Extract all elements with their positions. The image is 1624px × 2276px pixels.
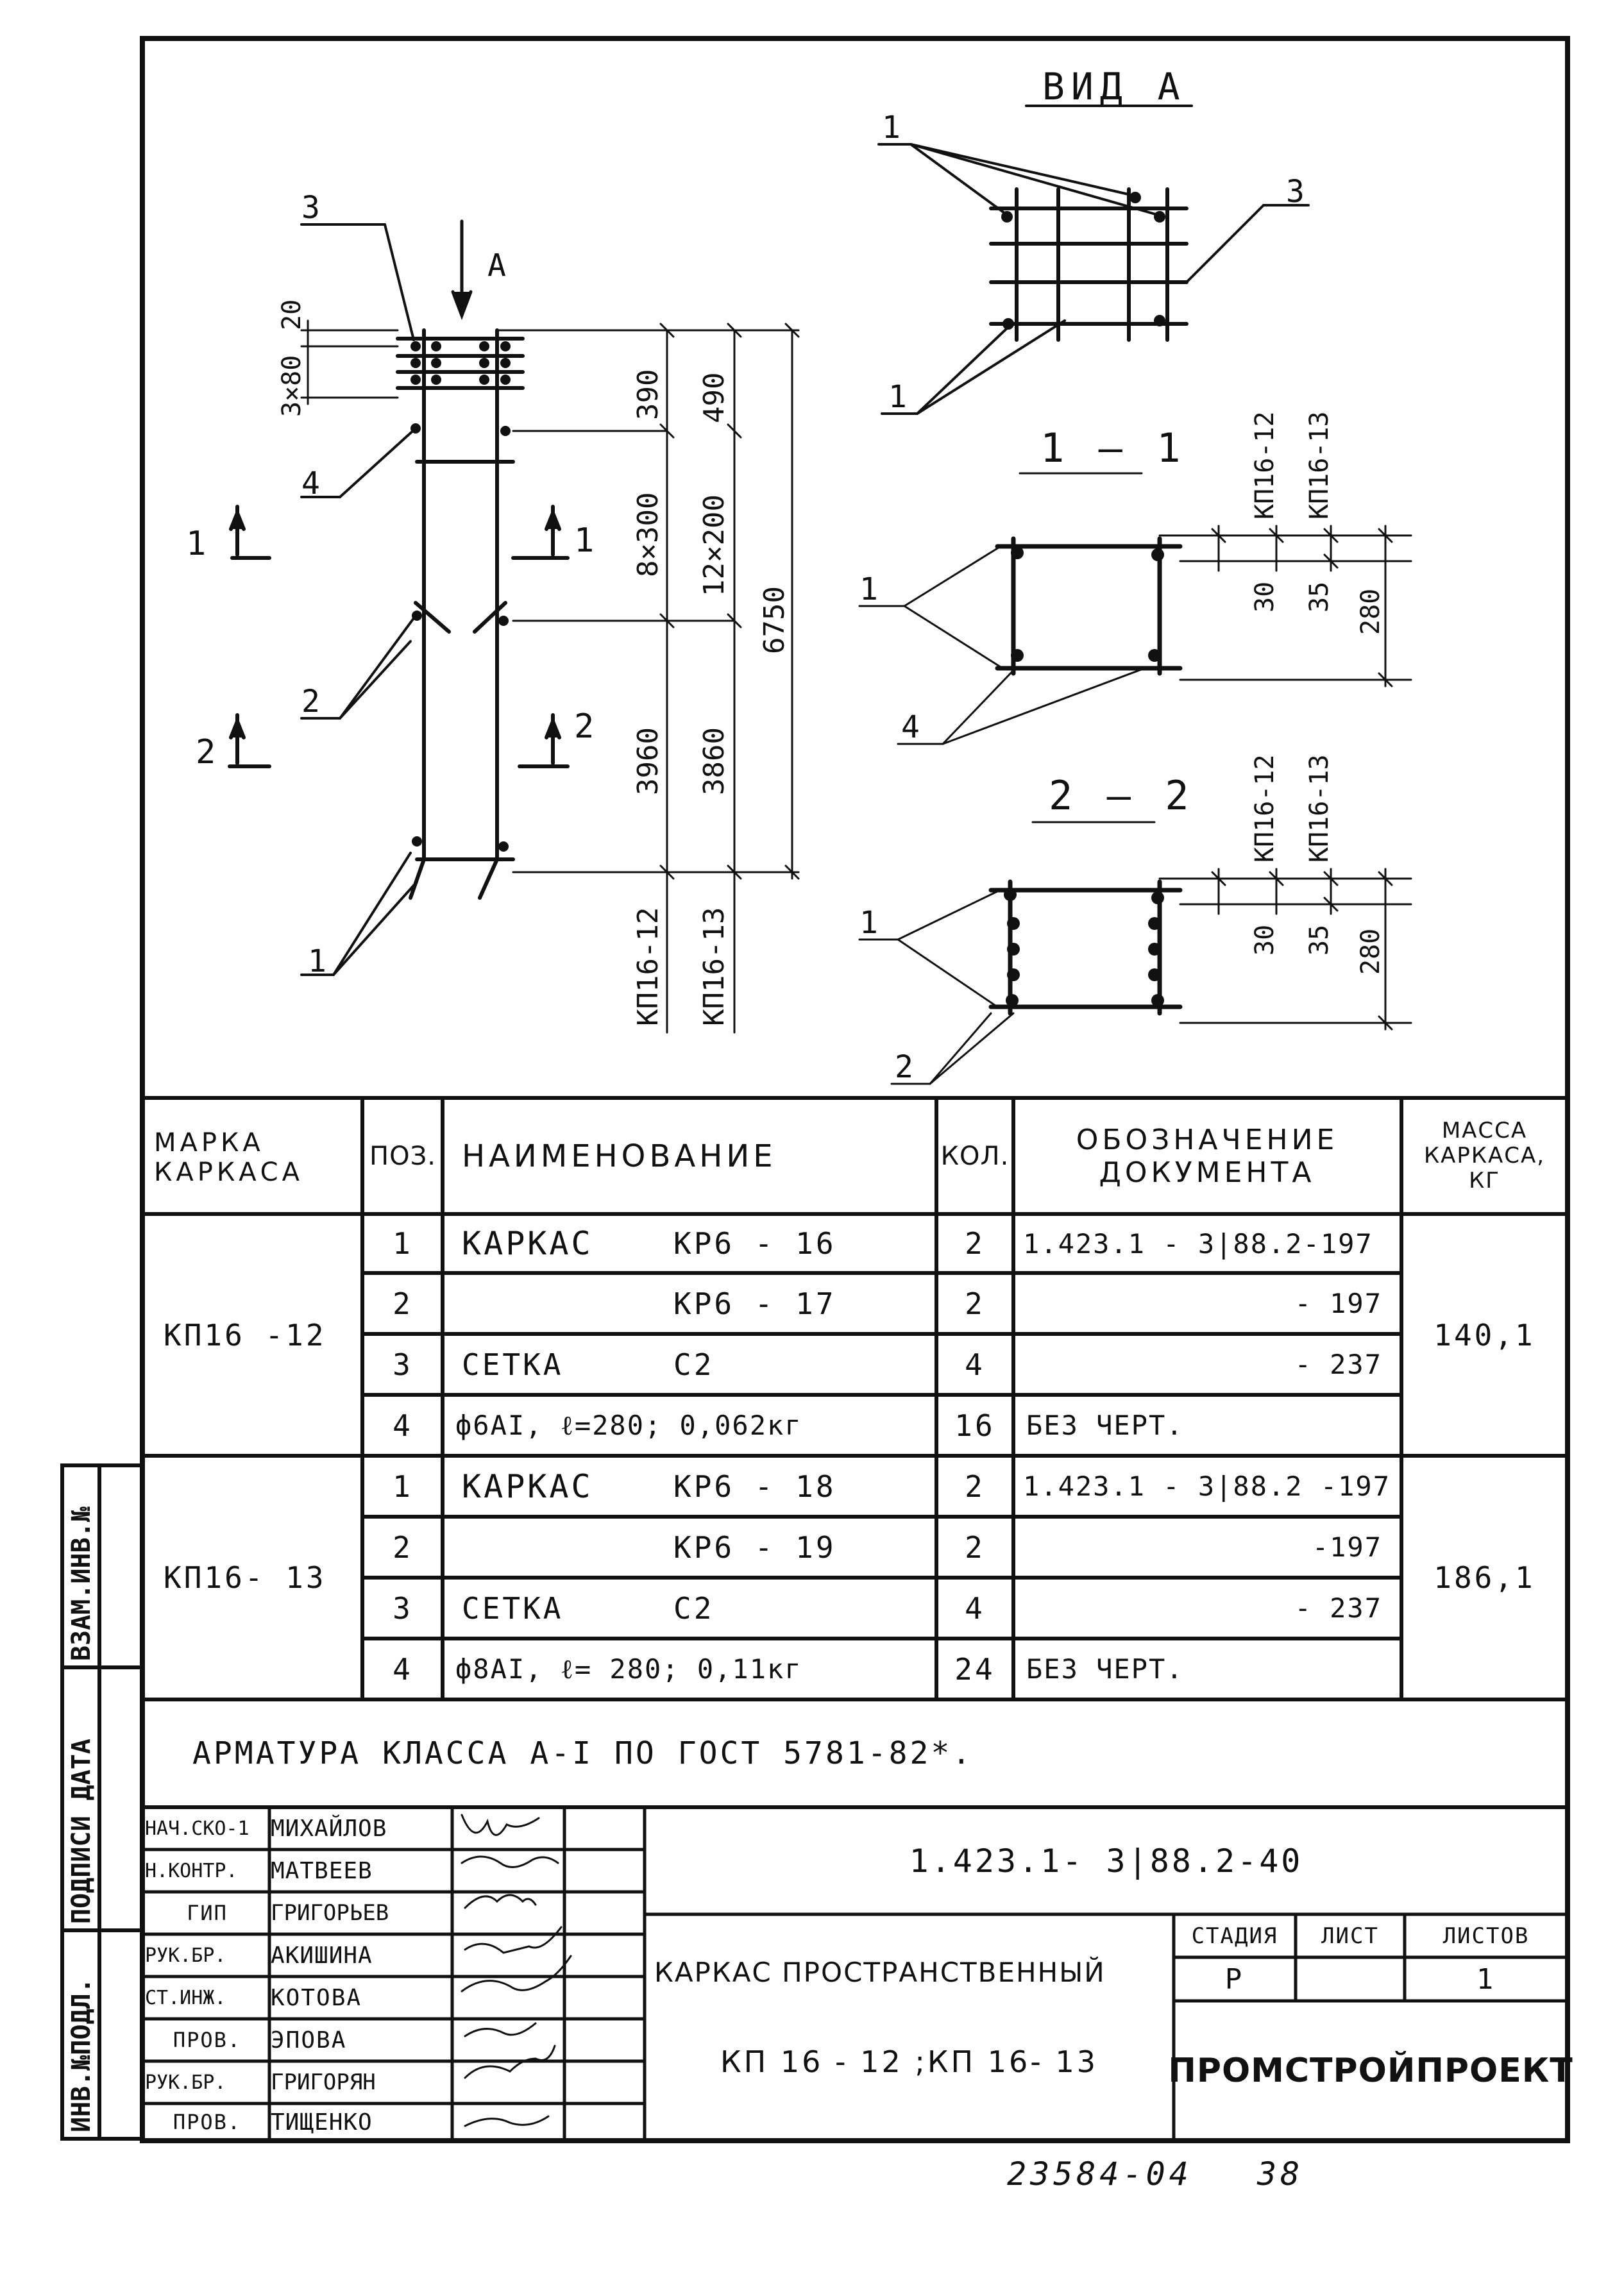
callout-4-section-1: 4: [901, 709, 920, 745]
header-massa-line2: КАРКАСА,: [1423, 1142, 1546, 1168]
name-1: МАТВЕЕВ: [271, 1857, 373, 1884]
group-1-massa: 140,1: [1434, 1317, 1535, 1353]
dim-30-s1: 30: [1250, 581, 1280, 612]
dim-12x200: 12×200: [698, 494, 731, 596]
g1-r3-oboz: - 237: [1294, 1349, 1382, 1380]
g2-r4-oboz: БЕЗ ЧЕРТ.: [1026, 1653, 1184, 1685]
sheet-value: [1297, 1959, 1403, 2000]
dim-280-s2: 280: [1356, 928, 1385, 975]
sheets-value: 1: [1476, 1962, 1496, 1996]
role-6: РУК.БР.: [145, 2071, 226, 2094]
header-massa-line3: КГ: [1469, 1168, 1500, 1194]
g2-r3-poz: 3: [393, 1590, 413, 1626]
header-poz: ПОЗ.: [369, 1141, 436, 1171]
g1-r2-name-b: КР6 - 17: [673, 1286, 836, 1321]
header-massa-line1: МАССА: [1441, 1117, 1528, 1143]
cut-2-right-label: 2: [574, 707, 595, 746]
dim-390: 390: [632, 369, 664, 420]
view-a-leaders: [879, 106, 1308, 414]
dim-6750: 6750: [758, 586, 791, 654]
dim-490: 490: [698, 372, 731, 423]
page-number: 38: [1257, 2155, 1304, 2193]
dim-20: 20: [277, 299, 307, 330]
g2-r4-name-a: ф8АI, ℓ= 280; 0,11кг: [455, 1653, 802, 1685]
mark-kp16-12-s1: КП16-12: [1250, 411, 1280, 519]
organization-name: ПРОМСТРОЙПРОЕКТ: [1168, 2052, 1573, 2090]
g1-r4-kol: 16: [954, 1408, 995, 1443]
g1-r3-poz: 3: [393, 1347, 413, 1382]
role-4: СТ.ИНЖ.: [145, 1986, 226, 2009]
g1-r1-name-a: КАРКАС: [462, 1225, 593, 1262]
left-dimensions: [301, 321, 398, 404]
callout-1-view-a-bottom: 1: [888, 379, 907, 415]
view-a-arrow: [453, 221, 471, 316]
g2-r1-name-a: КАРКАС: [462, 1467, 593, 1505]
drawing-title-line1: КАРКАС ПРОСТРАНСТВЕННЫЙ: [654, 1956, 1106, 1988]
dim-280-s1: 280: [1356, 588, 1385, 635]
mark-kp16-13-s2: КП16-13: [1305, 754, 1334, 863]
dim-35-s2: 35: [1305, 924, 1334, 956]
signatories-list: [142, 1807, 463, 2141]
name-5: ЭПОВА: [271, 2027, 347, 2053]
header-name: НАИМЕНОВАНИЕ: [462, 1138, 777, 1174]
archive-number: 23584-04: [1007, 2155, 1192, 2193]
g1-r4-oboz: БЕЗ ЧЕРТ.: [1026, 1410, 1184, 1441]
g2-r2-oboz: -197: [1312, 1531, 1382, 1563]
callout-1-view-a-top: 1: [882, 110, 901, 146]
header-massa: [1403, 1100, 1566, 1212]
document-code: 1.423.1- 3|88.2-40: [909, 1842, 1303, 1880]
callout-2-main: 2: [301, 684, 320, 720]
sheet-label: ЛИСТ: [1321, 1923, 1379, 1949]
group-2-massa: 186,1: [1434, 1560, 1535, 1595]
section-cut-marks: [230, 507, 568, 766]
sheets-label: ЛИСТОВ: [1442, 1923, 1530, 1949]
g1-r2-poz: 2: [393, 1286, 413, 1321]
g2-r3-name-a: СЕТКА: [462, 1590, 564, 1626]
callout-3-view-a: 3: [1286, 174, 1305, 210]
dim-8x300: 8×300: [632, 492, 664, 577]
g2-r4-kol: 24: [954, 1651, 995, 1687]
rebar-class-note: АРМАТУРА КЛАССА А-I ПО ГОСТ 5781-82*.: [192, 1735, 974, 1771]
g1-r2-oboz: - 197: [1294, 1288, 1382, 1319]
name-3: АКИШИНА: [271, 1942, 373, 1969]
side-label-inv: ИНВ.№ПОДЛ.: [67, 1978, 96, 2132]
g2-r2-name-b: КР6 - 19: [673, 1530, 836, 1565]
drawing-title-line2: КП 16 - 12 ;КП 16- 13: [720, 2044, 1099, 2079]
name-6: ГРИГОРЯН: [271, 2069, 376, 2095]
g1-r3-name-a: СЕТКА: [462, 1347, 564, 1382]
dim-35-s1: 35: [1305, 581, 1334, 612]
callout-4-main: 4: [301, 466, 320, 502]
dim-30-s2: 30: [1250, 924, 1280, 956]
callout-1-section-1: 1: [859, 571, 878, 607]
header-oboz-line1: ОБОЗНАЧЕНИЕ: [1076, 1123, 1339, 1156]
cut-2-left-label: 2: [196, 733, 216, 771]
view-a-title: ВИД А: [1042, 65, 1187, 108]
g1-r4-name-a: ф6АI, ℓ=280; 0,062кг: [455, 1409, 802, 1441]
g2-r1-name-b: КР6 - 18: [673, 1469, 836, 1504]
role-1: Н.КОНТР.: [145, 1859, 238, 1882]
dim-3860: 3860: [698, 727, 731, 795]
role-7: ПРОВ.: [173, 2110, 242, 2134]
g1-r1-name-b: КР6 - 16: [673, 1226, 836, 1261]
g2-r2-kol: 2: [965, 1530, 985, 1565]
section-2-2-title: 2 – 2: [1049, 772, 1194, 819]
g2-r2-poz: 2: [393, 1530, 413, 1565]
role-2: ГИП: [187, 1901, 228, 1925]
mark-kp16-13-s1: КП16-13: [1305, 411, 1334, 519]
dim-3960: 3960: [632, 727, 664, 795]
section-1-1-title: 1 – 1: [1040, 425, 1186, 471]
name-0: МИХАЙЛОВ: [271, 1815, 387, 1842]
g2-r1-kol: 2: [965, 1469, 985, 1504]
side-label-podpisi: ПОДПИСИ ДАТА: [67, 1739, 96, 1924]
cut-1-left-label: 1: [186, 525, 207, 563]
g2-r3-oboz: - 237: [1294, 1592, 1382, 1624]
group-1-marka: КП16 -12: [164, 1317, 326, 1353]
role-0: НАЧ.СКО-1: [145, 1817, 250, 1840]
stage-label: СТАДИЯ: [1191, 1923, 1278, 1949]
name-2: ГРИГОРЬЕВ: [271, 1900, 389, 1926]
g2-r1-oboz: 1.423.1 - 3|88.2 -197: [1023, 1471, 1391, 1502]
g1-r4-poz: 4: [393, 1408, 413, 1443]
g2-r1-poz: 1: [393, 1469, 413, 1504]
signatures: [462, 1815, 571, 2126]
mark-kp16-12-s2: КП16-12: [1250, 754, 1280, 863]
g1-r3-name-b: С2: [673, 1347, 715, 1382]
name-7: ТИЩЕНКО: [271, 2109, 373, 2136]
arrow-a-label: А: [487, 248, 506, 283]
header-marka-line1: МАРКА: [154, 1128, 264, 1158]
stage-value: Р: [1224, 1962, 1245, 1996]
g2-r4-poz: 4: [393, 1651, 413, 1687]
callout-1-main: 1: [308, 943, 326, 979]
header-marka: [154, 1106, 359, 1209]
header-oboz: [1015, 1100, 1400, 1212]
role-5: ПРОВ.: [173, 2028, 242, 2052]
group-2-marka: КП16- 13: [164, 1560, 326, 1595]
g1-r1-poz: 1: [393, 1226, 413, 1261]
g2-r3-name-b: С2: [673, 1590, 715, 1626]
dim-3x80: 3×80: [277, 355, 307, 417]
mark-kp16-13-main: КП16-13: [698, 907, 731, 1026]
side-label-vzam: ВЗАМ.ИНВ.№: [67, 1506, 96, 1661]
g1-r1-oboz: 1.423.1 - 3|88.2-197: [1023, 1227, 1373, 1260]
header-oboz-line2: ДОКУМЕНТА: [1099, 1156, 1315, 1189]
cut-1-right-label: 1: [574, 521, 595, 560]
header-marka-line2: КАРКАСА: [154, 1158, 303, 1187]
role-3: РУК.БР.: [145, 1944, 226, 1967]
callout-3-main: 3: [301, 190, 320, 226]
view-a-dots: [1001, 192, 1165, 330]
mark-kp16-12-main: КП16-12: [632, 907, 664, 1026]
name-4: КОТОВА: [271, 1984, 362, 2011]
g1-r1-kol: 2: [965, 1226, 985, 1261]
header-kol: КОЛ.: [940, 1141, 1010, 1171]
g1-r3-kol: 4: [965, 1347, 985, 1382]
callout-1-section-2: 1: [859, 905, 878, 941]
g1-r2-kol: 2: [965, 1286, 985, 1321]
g2-r3-kol: 4: [965, 1590, 985, 1626]
callout-2-section-2: 2: [895, 1049, 913, 1085]
